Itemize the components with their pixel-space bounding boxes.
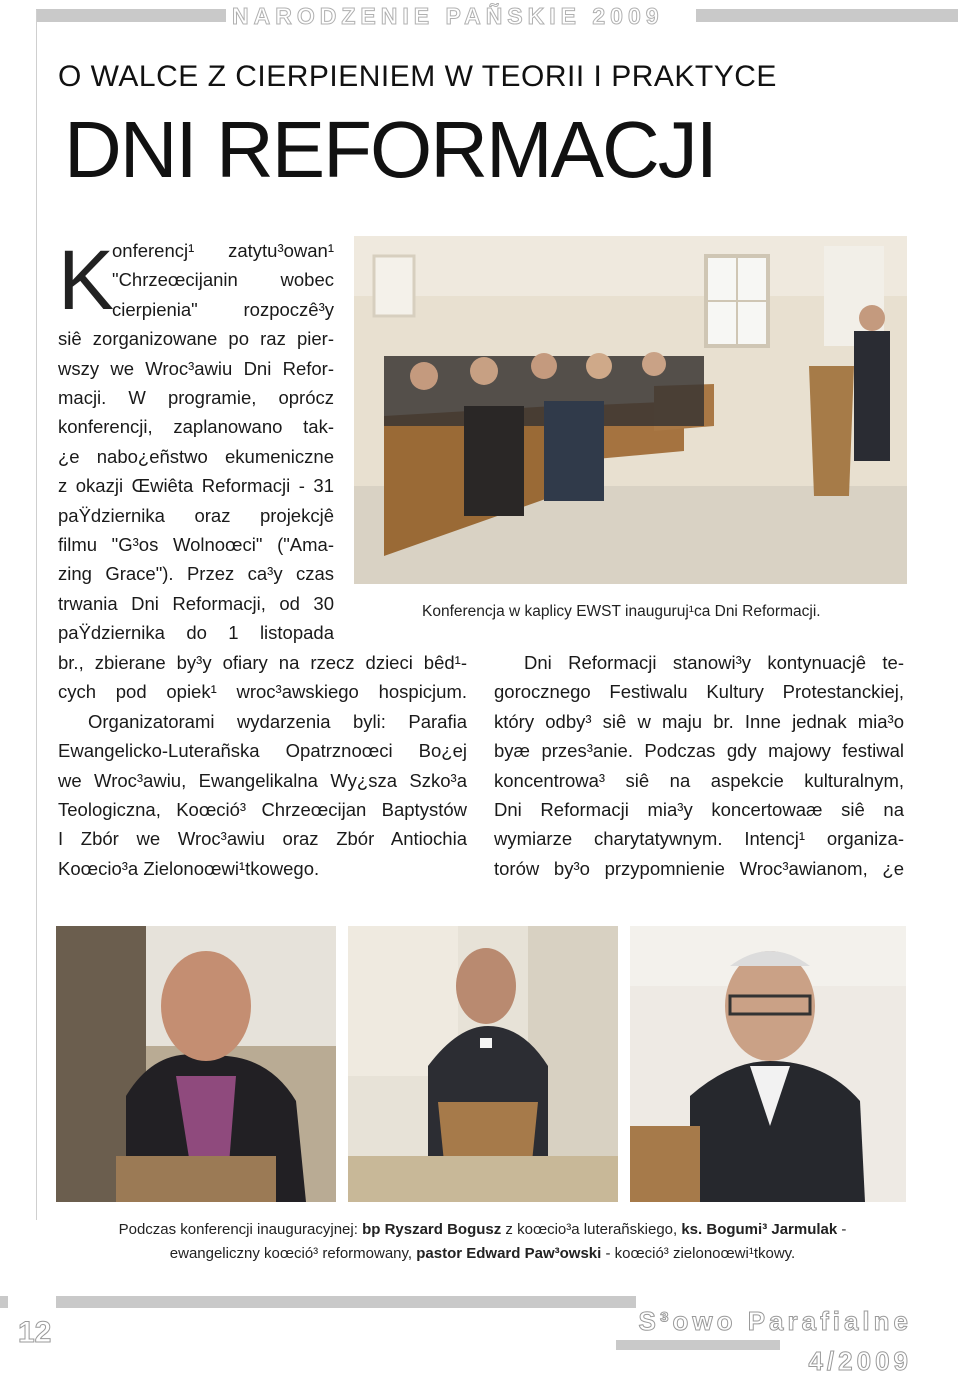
text-line: Dni Reformacji stanowi³y kontynuacjê te- xyxy=(524,652,904,673)
footer-rule-left xyxy=(0,1296,8,1308)
bottom-caption-line-2 xyxy=(60,1245,905,1262)
text-line: "Chrzeœcijanin wobec xyxy=(112,269,334,291)
page-number: 12 xyxy=(18,1316,52,1349)
header-rule-right xyxy=(696,9,958,22)
text-line: Organizatorami wydarzenia byli: Parafia xyxy=(88,710,467,732)
text-line: Dni Reformacji mia³y koncertowaæ siê na xyxy=(494,799,904,821)
footer-rule-mid xyxy=(56,1296,636,1308)
caption-text: Podczas konferencji inauguracyjnej: xyxy=(118,1221,363,1238)
article-column-2 xyxy=(494,648,904,883)
article-column-1 xyxy=(58,233,334,648)
left-margin-line xyxy=(36,10,37,1220)
caption-text: ewangeliczny koœció³ reformowany, xyxy=(169,1245,417,1262)
bishop-photo-illustration xyxy=(56,926,336,1202)
issue-number: 4/2009 xyxy=(808,1346,912,1376)
text-line: który odby³ siê w maju br. Inne jednak mia³o xyxy=(494,710,904,732)
conference-photo-illustration xyxy=(354,236,907,584)
text-line: we Wroc³awiu, Ewangelikalna Wy¿sza Szko³a xyxy=(58,769,467,791)
photo-caption: Konferencja w kaplicy EWST inauguruj¹ca Dni Reformacji. xyxy=(422,603,821,620)
caption-name-pawlowski: pastor Edward Paw³owski xyxy=(416,1245,602,1262)
text-line: I Zbór we Wroc³awiu oraz Zbór Antiochia xyxy=(58,828,467,850)
text-line: Ewangelicko-Luterañska Opatrznoœci Bo¿ej xyxy=(58,740,467,762)
caption-name-jarmulak: ks. Bogumi³ Jarmulak xyxy=(681,1221,838,1238)
header-rule-left xyxy=(36,9,226,22)
text-line: onferencj¹ zatytu³owan¹ xyxy=(112,240,334,261)
text-line: zing Grace"). Przez ca³y czas xyxy=(58,563,334,585)
text-line: koncentrowa³ siê na aspekcie kulturalnym, xyxy=(494,769,904,791)
caption-text: - koœció³ zielonoœwi¹tkowy. xyxy=(601,1245,796,1262)
article-column-1-continued xyxy=(58,648,467,883)
text-line: trwania Dni Reformacji, od 30 xyxy=(58,592,334,614)
text-line: byæ przes³anie. Podczas gdy majowy festiwal xyxy=(494,740,904,762)
article-title: DNI REFORMACJI xyxy=(64,105,716,194)
caption-name-bogusz: bp Ryszard Bogusz xyxy=(362,1221,502,1238)
text-line: siê zorganizowane po raz pier- xyxy=(58,328,334,350)
text-line: paŸdziernika do 1 listopada xyxy=(58,622,334,644)
text-line: cych pod opiek¹ wroc³awskiego hospicjum. xyxy=(58,681,467,703)
text-line: gorocznego Festiwalu Kultury Protestanckiej, xyxy=(494,681,904,703)
text-line: macji. W programie, oprócz xyxy=(58,387,334,409)
photo-bp-ryszard-bogusz xyxy=(56,926,336,1202)
text-line: wszy we Wroc³awiu Dni Refor- xyxy=(58,357,334,379)
photo-pastor-edward-pawlowski xyxy=(630,926,906,1202)
caption-text: - xyxy=(837,1221,847,1238)
text-line: Koœcio³a Zielonoœwi¹tkowego. xyxy=(58,857,320,879)
pastor-photo-illustration xyxy=(630,926,906,1202)
article-subtitle: O WALCE Z CIERPIENIEM W TEORII I PRAKTYCE xyxy=(58,60,777,93)
text-line: br., zbierane by³y ofiary na rzecz dzieci bêd¹- xyxy=(58,652,467,673)
text-line: Teologiczna, Koœció³ Chrzeœcijan Baptystów xyxy=(58,799,467,821)
footer-rule-right xyxy=(616,1340,780,1350)
text-line: ¿e nabo¿eñstwo ekumeniczne xyxy=(58,445,334,467)
bottom-caption-line-1 xyxy=(60,1221,905,1238)
text-line: paŸdziernika oraz projekcjê xyxy=(58,504,334,526)
text-line: torów by³o przypomnienie Wroc³awianom, ¿e xyxy=(494,857,904,879)
caption-text: z koœcio³a luterañskiego, xyxy=(501,1221,682,1238)
text-line: cierpienia" rozpoczê³y xyxy=(112,298,334,320)
publication-name: S³owo Parafialne xyxy=(638,1306,912,1336)
text-line: wymiarze charytatywnym. Intencj¹ organiza- xyxy=(494,828,904,850)
photo-conference-chapel xyxy=(354,236,907,584)
text-line: z okazji Œwiêta Reformacji - 31 xyxy=(58,475,334,497)
drop-cap: K xyxy=(58,233,115,327)
text-line: filmu "G³os Wolnoœci" ("Ama- xyxy=(58,534,334,556)
photo-ks-bogumil-jarmulak xyxy=(348,926,618,1202)
text-line: konferencji, zaplanowano tak- xyxy=(58,416,334,438)
section-header: NARODZENIE PAÑSKIE 2009 xyxy=(232,3,664,29)
priest-photo-illustration xyxy=(348,926,618,1202)
